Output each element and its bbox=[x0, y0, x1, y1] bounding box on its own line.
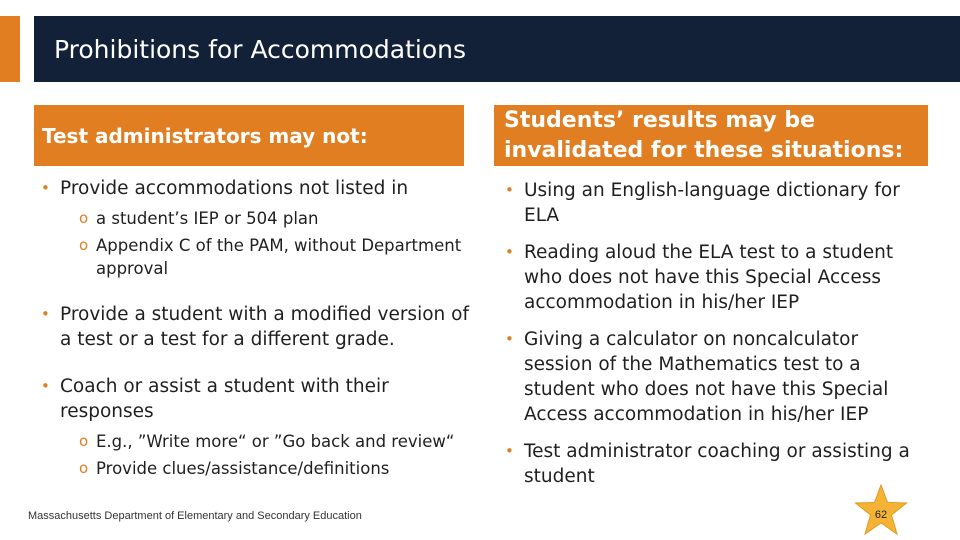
bullet-text: Provide a student with a modified version of a test or a test for a different grade. bbox=[60, 304, 469, 350]
left-column-heading bbox=[34, 105, 464, 166]
page-number: 62 bbox=[874, 509, 888, 521]
sub-list-item bbox=[36, 207, 472, 230]
sub-bullet-marker: o bbox=[79, 209, 89, 227]
page-number-star-icon bbox=[854, 484, 908, 536]
list-item bbox=[36, 176, 472, 280]
title-accent-bar bbox=[0, 16, 20, 82]
slide-title: Prohibitions for Accommodations bbox=[54, 34, 466, 64]
slide-title-bar bbox=[34, 16, 960, 82]
sub-list-item bbox=[36, 430, 472, 453]
right-column bbox=[500, 178, 930, 501]
bullet-text: Test administrator coaching or assisting a student bbox=[524, 441, 910, 487]
list-item bbox=[500, 178, 930, 228]
left-heading-text: Test administrators may not: bbox=[42, 123, 368, 148]
left-bullet-list bbox=[36, 176, 472, 480]
list-item bbox=[500, 327, 930, 427]
right-column-heading bbox=[494, 105, 928, 166]
left-column bbox=[36, 176, 472, 492]
bullet-text: Using an English-language dictionary for ELA bbox=[524, 180, 900, 226]
sub-bullet-text: Provide clues/assistance/definitions bbox=[96, 459, 390, 478]
bullet-text: Giving a calculator on noncalculator session of the Mathematics test to a student who does not have this Special Access accommodation in his/her IEP bbox=[524, 329, 889, 425]
list-item bbox=[500, 240, 930, 315]
footer-text: Massachusetts Department of Elementary and Secondary Education bbox=[28, 510, 362, 522]
list-item bbox=[36, 302, 472, 352]
right-bullet-list bbox=[500, 178, 930, 489]
sub-list bbox=[36, 207, 472, 280]
sub-list-item bbox=[36, 234, 472, 280]
sub-bullet-text: Appendix C of the PAM, without Department approval bbox=[96, 236, 462, 278]
sub-list-item bbox=[36, 457, 472, 480]
sub-bullet-marker: o bbox=[79, 432, 89, 450]
list-item bbox=[500, 439, 930, 489]
bullet-text: Coach or assist a student with their responses bbox=[60, 376, 389, 422]
list-item bbox=[36, 374, 472, 480]
sub-list bbox=[36, 430, 472, 480]
sub-bullet-marker: o bbox=[79, 459, 89, 477]
bullet-text: Provide accommodations not listed in bbox=[60, 178, 409, 199]
sub-bullet-text: E.g., ”Write more“ or ”Go back and review“ bbox=[96, 432, 455, 451]
right-heading-text: Students’ results may be invalidated for these situations: bbox=[504, 107, 904, 163]
sub-bullet-marker: o bbox=[79, 236, 89, 254]
bullet-text: Reading aloud the ELA test to a student who does not have this Special Access accommodation in his/her IEP bbox=[524, 242, 894, 313]
sub-bullet-text: a student’s IEP or 504 plan bbox=[96, 209, 319, 228]
